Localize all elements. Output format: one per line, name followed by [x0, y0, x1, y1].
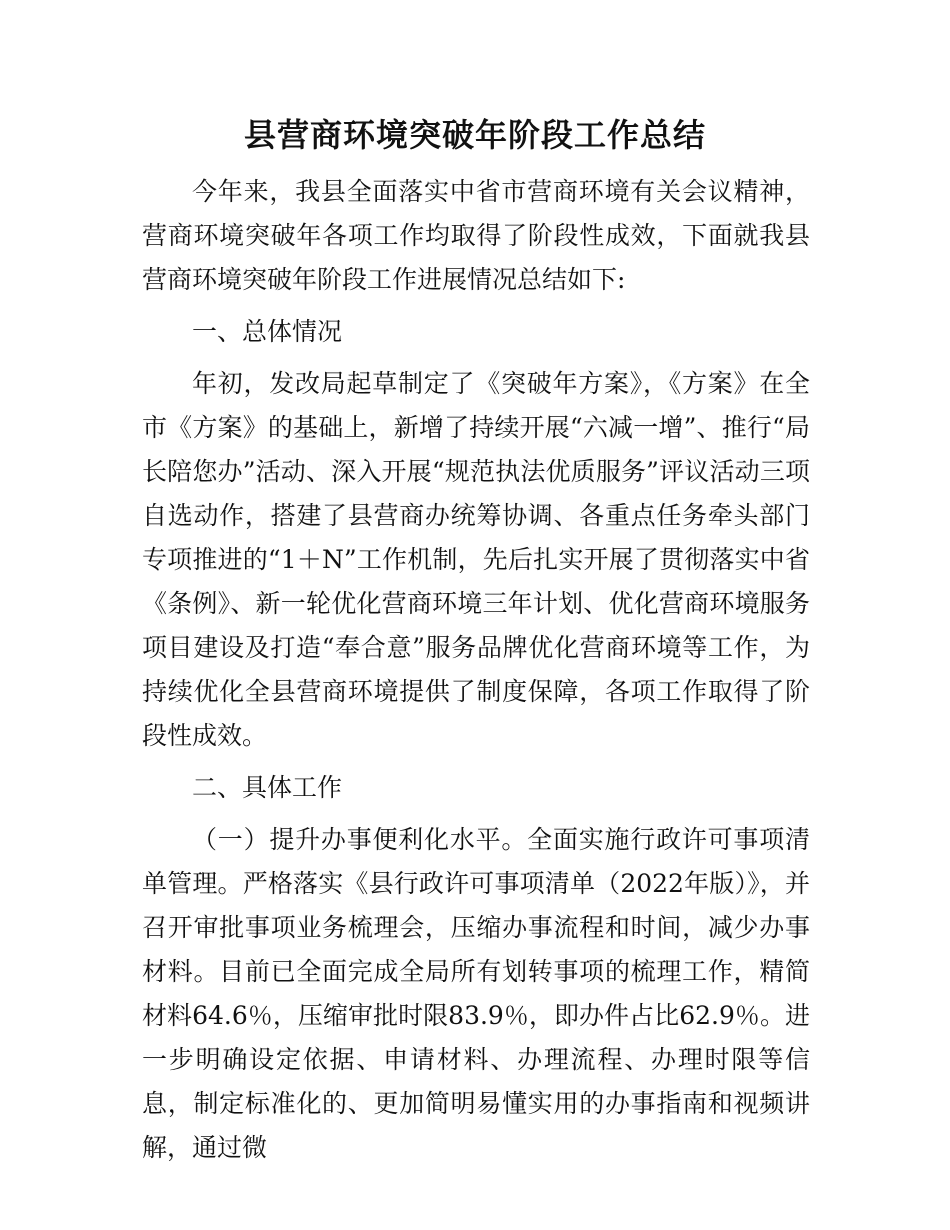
section-1-heading: 一、总体情况	[192, 317, 343, 346]
section-2-heading: 二、具体工作	[192, 773, 343, 802]
section-1-paragraph: 年初，发改局起草制定了《突破年方案》，《方案》在全市《方案》的基础上，新增了持续开展“六减一增”、推行“局长陪您办”活动、深入开展“规范执法优质服务”评议活动三项自选动作，搭建了县营商办统筹协调、各重点任务牵头部门专项推进的“1＋N”工作机制，先后扎实开展了贯彻落实中省《条例》、新一轮优化营商环境三年计划、优化营商环境服务项目建设及打造“奉合意”服务品牌优化营商环境等工作，为持续优化全县营商环境提供了制度保障，各项工作取得了阶段性成效。	[142, 369, 810, 750]
document-title: 县营商环境突破年阶段工作总结	[243, 116, 706, 154]
intro-paragraph: 今年来，我县全面落实中省市营商环境有关会议精神，营商环境突破年各项工作均取得了阶段性成效，下面就我县营商环境突破年阶段工作进展情况总结如下:	[142, 177, 810, 294]
section-2-paragraph-1: （一）提升办事便利化水平。全面实施行政许可事项清单管理。严格落实《县行政许可事项清单（2022年版）》，并召开审批事项业务梳理会，压缩办事流程和时间，减少办事材料。目前已全面完成全局所有划转事项的梳理工作，精简材料64.6％，压缩审批时限83.9％，即办件占比62.9％。进一步明确设定依据、申请材料、办理流程、办理时限等信息，制定标准化的、更加简明易懂实用的办事指南和视频讲解，通过微	[142, 825, 810, 1162]
document-body	[142, 170, 810, 1178]
